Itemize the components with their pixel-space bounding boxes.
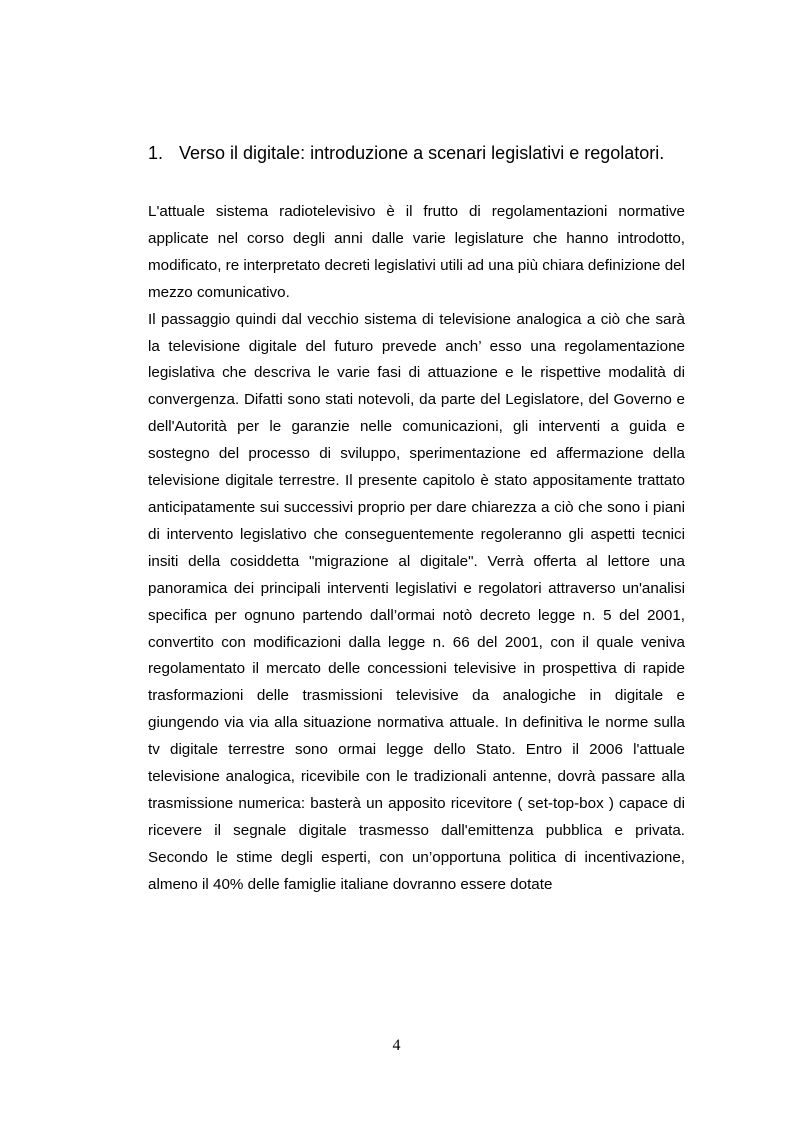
section-number: 1. — [148, 143, 164, 163]
body-text — [148, 199, 685, 899]
page-number: 4 — [392, 1037, 401, 1054]
section-title: Verso il digitale: introduzione a scenari legislativi e regolatori. — [179, 143, 665, 163]
paragraph: L'attuale sistema radiotelevisivo è il frutto di regolamentazioni normative applicate nel corso degli anni dalle varie legislature che hanno introdotto, modificato, re interpretato decreti legislativi utili ad una più chiara definizione del mezzo comunicativo. — [148, 203, 685, 301]
section-heading — [148, 141, 708, 165]
paragraph: Il passaggio quindi dal vecchio sistema di televisione analogica a ciò che sarà la televisione digitale del futuro prevede anch’ esso una regolamentazione legislativa che descriva le varie fasi di attuazione e le rispettive modalità di convergenza. Difatti sono stati notevoli, da parte del Legislatore, del Governo e dell'Autorità per le garanzie nelle comunicazioni, gli interventi a guida e sostegno del processo di sviluppo, sperimentazione ed affermazione della televisione digitale terrestre. Il presente capitolo è stato appositamente trattato anticipatamente sui successivi proprio per dare chiarezza a ciò che sono i piani di intervento legislativo che conseguentemente regoleranno gli aspetti tecnici insiti della cosiddetta "migrazione al digitale". Verrà offerta al lettore una panoramica dei principali interventi legislativi e regolatori attraverso un'analisi specifica per ognuno partendo dall’ormai notò decreto legge n. 5 del 2001, convertito con modificazioni dalla legge n. 66 del 2001, con il quale veniva regolamentato il mercato delle concessioni televisive in prospettiva di rapide trasformazioni delle trasmissioni televisive da analogiche in digitale e giungendo via via alla situazione normativa attuale. In definitiva le norme sulla tv digitale terrestre sono ormai legge dello Stato. Entro il 2006 l'attuale televisione analogica, ricevibile con le tradizionali antenne, dovrà passare alla trasmissione numerica: basterà un apposito ricevitore ( set-top-box ) capace di ricevere il segnale digitale trasmesso dall'emittenza pubblica e privata. Secondo le stime degli esperti, con un’opportuna politica di incentivazione, almeno il 40% delle famiglie italiane dovranno essere dotate — [148, 310, 685, 893]
